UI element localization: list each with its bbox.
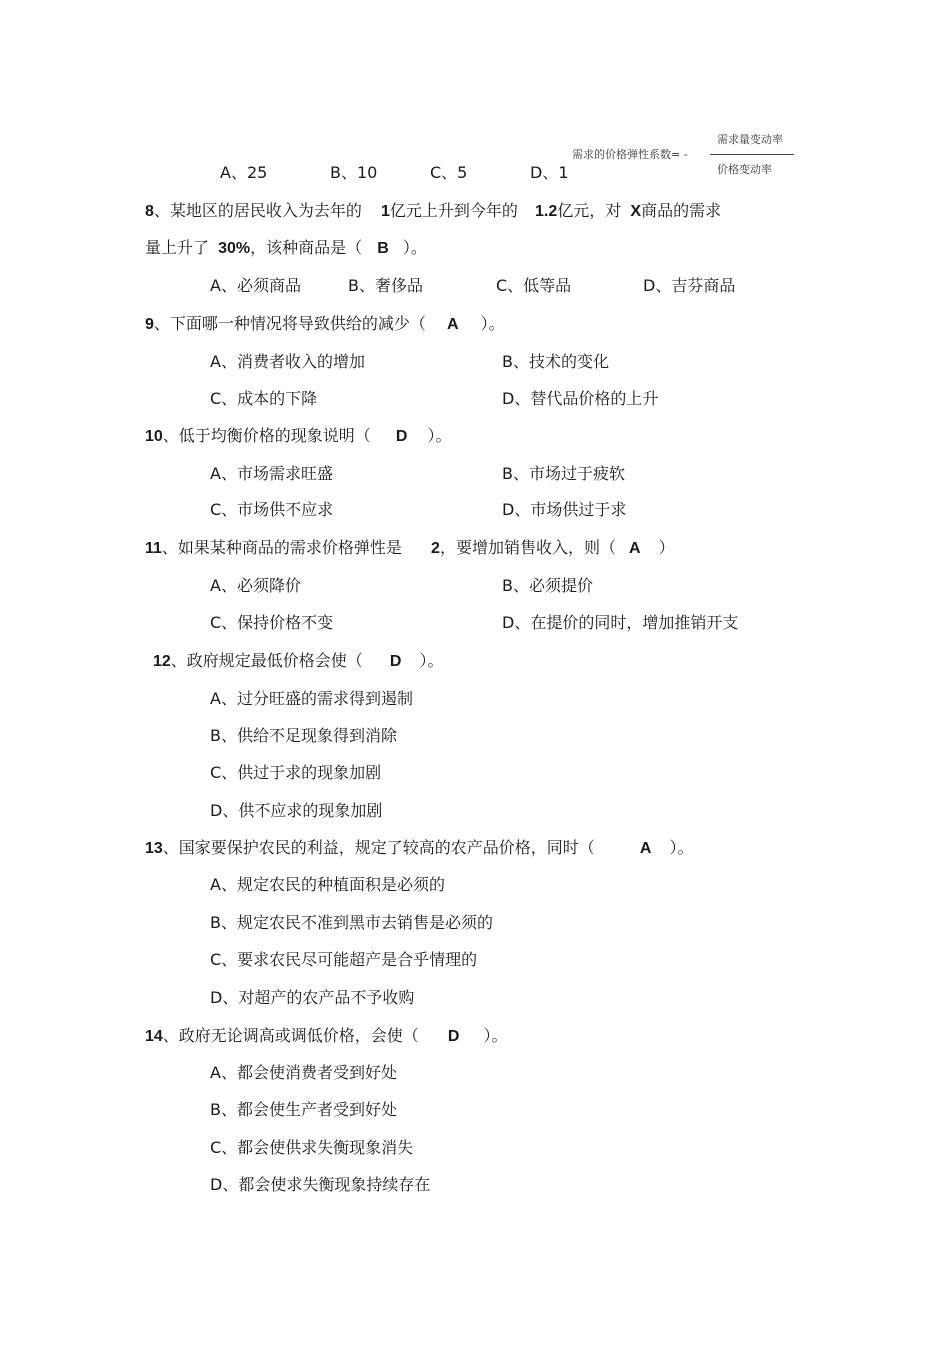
q10-stem	[145, 425, 451, 448]
q13-option-d: D、对超产的农产品不予收购	[210, 988, 415, 1007]
q14-close: ）。	[483, 1026, 508, 1045]
q7-option-b: B、10	[330, 163, 378, 182]
q11-text: 、如果某种商品的需求价格弹性是	[161, 538, 402, 557]
q9-option-d: D、替代品价格的上升	[502, 389, 659, 408]
formula-numerator: 需求量变动率	[717, 133, 783, 146]
formula-lhs: 需求的价格弹性系数= -	[572, 148, 688, 161]
q11-stem	[145, 537, 675, 560]
q7-option-a: A、25	[220, 163, 268, 182]
q9-number: 9	[145, 316, 154, 333]
q10-option-d: D、市场供过于求	[502, 500, 627, 519]
q11-option-c: C、保持价格不变	[210, 613, 334, 632]
q12-text: 、政府规定最低价格会使（	[170, 651, 363, 670]
q9-close: ）。	[480, 314, 505, 333]
q13-option-b: B、规定农民不准到黑市去销售是必须的	[210, 913, 493, 932]
q10-number: 10	[145, 428, 163, 445]
q12-stem	[153, 650, 443, 673]
q8-option-d: D、吉芬商品	[643, 276, 736, 295]
q8-value-1: 1	[381, 203, 390, 220]
price-elasticity-formula	[572, 128, 802, 180]
q8-value-30: 30%	[218, 240, 251, 257]
q11-option-d: D、在提价的同时，增加推销开支	[502, 613, 739, 632]
q8-text-e: 亿元，对	[557, 201, 622, 220]
q8-text-a: 、某地区的居民收入为去年的	[153, 201, 362, 220]
q12-number: 12	[153, 653, 171, 670]
q11-option-a: A、必须降价	[210, 576, 301, 595]
q7-option-d: D、1	[530, 163, 569, 182]
q8-text-c: 亿元上升到今年的	[389, 201, 518, 220]
q11-option-b: B、必须提价	[502, 576, 593, 595]
q8-text-l2c: ，该种商品是（	[250, 238, 363, 257]
formula-fraction-line	[710, 154, 794, 155]
q8-number: 8	[145, 203, 154, 220]
q8-answer: B	[377, 240, 389, 257]
q8-text-g: 商品的需求	[641, 201, 722, 220]
q8-close: ）。	[402, 238, 427, 257]
q13-number: 13	[145, 840, 163, 857]
q9-answer: A	[447, 316, 459, 333]
q9-option-b: B、技术的变化	[502, 352, 609, 371]
q12-option-b: B、供给不足现象得到消除	[210, 726, 397, 745]
q11-value: 2	[431, 540, 440, 557]
q14-option-b: B、都会使生产者受到好处	[210, 1100, 397, 1119]
q13-text: 、国家要保护农民的利益，规定了较高的农产品价格，同时（	[162, 838, 595, 857]
q14-option-c: C、都会使供求失衡现象消失	[210, 1138, 414, 1157]
formula-denominator: 价格变动率	[717, 163, 772, 176]
q7-option-c: C、5	[430, 163, 468, 182]
q12-option-a: A、过分旺盛的需求得到遏制	[210, 689, 413, 708]
q13-answer: A	[639, 840, 652, 857]
q10-answer: D	[395, 428, 408, 445]
q8-value-1-2: 1.2	[535, 203, 558, 220]
q12-answer: D	[389, 653, 402, 670]
q14-number: 14	[145, 1028, 163, 1045]
q12-option-d: D、供不应求的现象加剧	[210, 801, 383, 820]
q12-option-c: C、供过于求的现象加剧	[210, 763, 382, 782]
q8-value-x: X	[630, 203, 642, 220]
q10-option-c: C、市场供不应求	[210, 500, 334, 519]
q14-option-a: A、都会使消费者受到好处	[210, 1063, 397, 1082]
q11-number: 11	[145, 540, 162, 557]
q10-close: ）。	[427, 426, 452, 445]
q13-stem	[145, 837, 693, 860]
q9-stem	[145, 313, 505, 336]
q11-close: ）	[658, 538, 675, 557]
q8-line-2	[145, 237, 427, 260]
q8-text-l2a: 量上升了	[145, 238, 210, 257]
q14-text: 、政府无论调高或调低价格，会使（	[162, 1026, 419, 1045]
q9-text: 、下面哪一种情况将导致供给的减少（	[153, 314, 426, 333]
q10-text: 、低于均衡价格的现象说明（	[162, 426, 371, 445]
q10-option-a: A、市场需求旺盛	[210, 464, 333, 483]
q8-option-b: B、奢侈品	[348, 276, 423, 295]
q14-stem	[145, 1025, 507, 1048]
q8-line-1	[145, 200, 721, 223]
q13-close: ）。	[669, 838, 694, 857]
q9-option-c: C、成本的下降	[210, 389, 318, 408]
q9-option-a: A、消费者收入的增加	[210, 352, 365, 371]
q8-option-a: A、必须商品	[210, 276, 301, 295]
q11-text-2: ，要增加销售收入，则（	[439, 538, 616, 557]
q13-option-c: C、要求农民尽可能超产是合乎情理的	[210, 950, 478, 969]
q14-answer: D	[447, 1028, 460, 1045]
q12-close: ）。	[419, 651, 444, 670]
q10-option-b: B、市场过于疲软	[502, 464, 625, 483]
q14-option-d: D、都会使求失衡现象持续存在	[210, 1175, 431, 1194]
q8-option-c: C、低等品	[496, 276, 572, 295]
q13-option-a: A、规定农民的种植面积是必须的	[210, 875, 445, 894]
q11-answer: A	[629, 540, 641, 557]
